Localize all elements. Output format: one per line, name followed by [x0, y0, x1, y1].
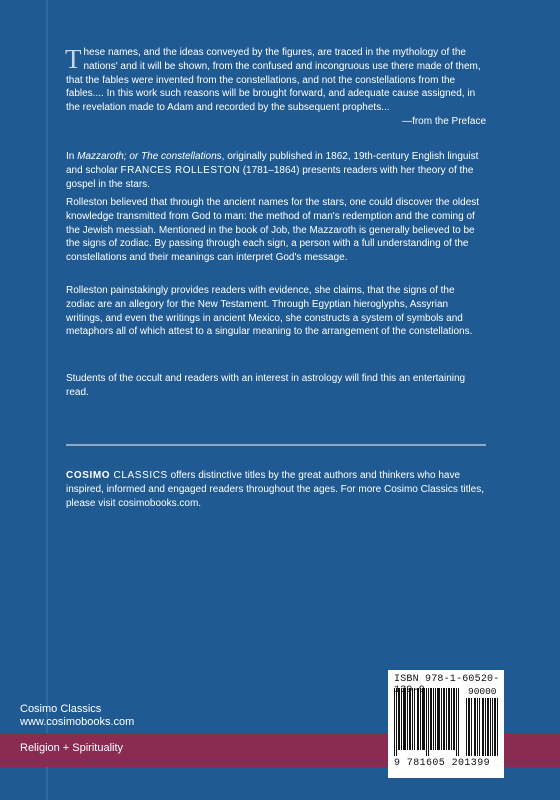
book-title: Mazzaroth; or The constellations — [77, 151, 222, 162]
body-paragraph-2: Rolleston painstakingly provides readers with evidence, she claims, that the signs of the zodiac are an allegory for the New Testament. Through Egyptian hieroglyphs, Assyrian writings, and even the writings in ancient Mexico, she constructs a system of symbols and metaphors all of which attest to a singular meaning to the arrangement of the constellations. — [66, 285, 473, 338]
author-name: FRANCES ROLLESTON — [120, 164, 240, 176]
barcode — [388, 670, 504, 778]
addon-bars-icon — [466, 698, 498, 756]
publisher-imprint — [20, 703, 134, 729]
addon-number: 90000 — [468, 686, 497, 697]
isbn-label: ISBN 978-1-60520-139-9 — [394, 674, 500, 696]
body-paragraph-1: Rolleston believed that through the ancient names for the stars, one could discover the oldest knowledge transmitted from God to man: the method of man's redemption and the coming of the Jewish messiah. Mentioned in the book of Job, the Mazzaroth is generally believed to be the signs of zodiac. By passing through each sign, a person with a full understanding of the constellations and their meanings can interpret God's message. — [66, 197, 480, 264]
brand-bold: COSIMO — [66, 470, 111, 481]
body-paragraph-3: Students of the occult and readers with an interest in astrology will find this an entertaining read. — [66, 373, 466, 398]
quote-text: hese names, and the ideas conveyed by the figures, are traced in the mythology of the nations' and it will be shown, from the confused and incongruous use there made of them, that the fables were invented from the constellations, and not the constellations from the fables.... In this work such reasons will be brought forward, and adequate cause assigned, in the revelation made to Adam and recorded by the subsequent prophets... — [66, 47, 481, 114]
preface-quote — [66, 46, 486, 129]
quote-body — [66, 46, 486, 115]
intro-prefix: In — [66, 151, 78, 162]
section-divider — [66, 444, 486, 446]
category-label: Religion + Spirituality — [20, 742, 124, 754]
publisher-website: www.cosimobooks.com — [20, 716, 135, 728]
drop-cap: T — [65, 44, 82, 74]
ean-number: 9 781605 201399 — [394, 758, 491, 769]
barcode-bars-icon — [394, 688, 460, 756]
brand-rest: CLASSICS — [110, 470, 168, 481]
vertical-rule — [46, 0, 48, 800]
publisher-name: Cosimo Classics — [20, 703, 102, 715]
intro-paragraph — [66, 150, 486, 191]
promo-text: offers distinctive titles by the great authors and thinkers who have inspired, informed and engaged readers throughout the ages. For more Cosimo Classics titles, please visit cosimobooks.com. — [66, 470, 484, 509]
intro-middle: , originally published in 1862, 19th-century English linguist and scholar — [66, 151, 479, 176]
publisher-promo — [66, 469, 486, 510]
quote-attribution: —from the Preface — [402, 115, 486, 127]
intro-suffix: (1781–1864) presents readers with her theory of the gospel in the stars. — [66, 164, 474, 190]
